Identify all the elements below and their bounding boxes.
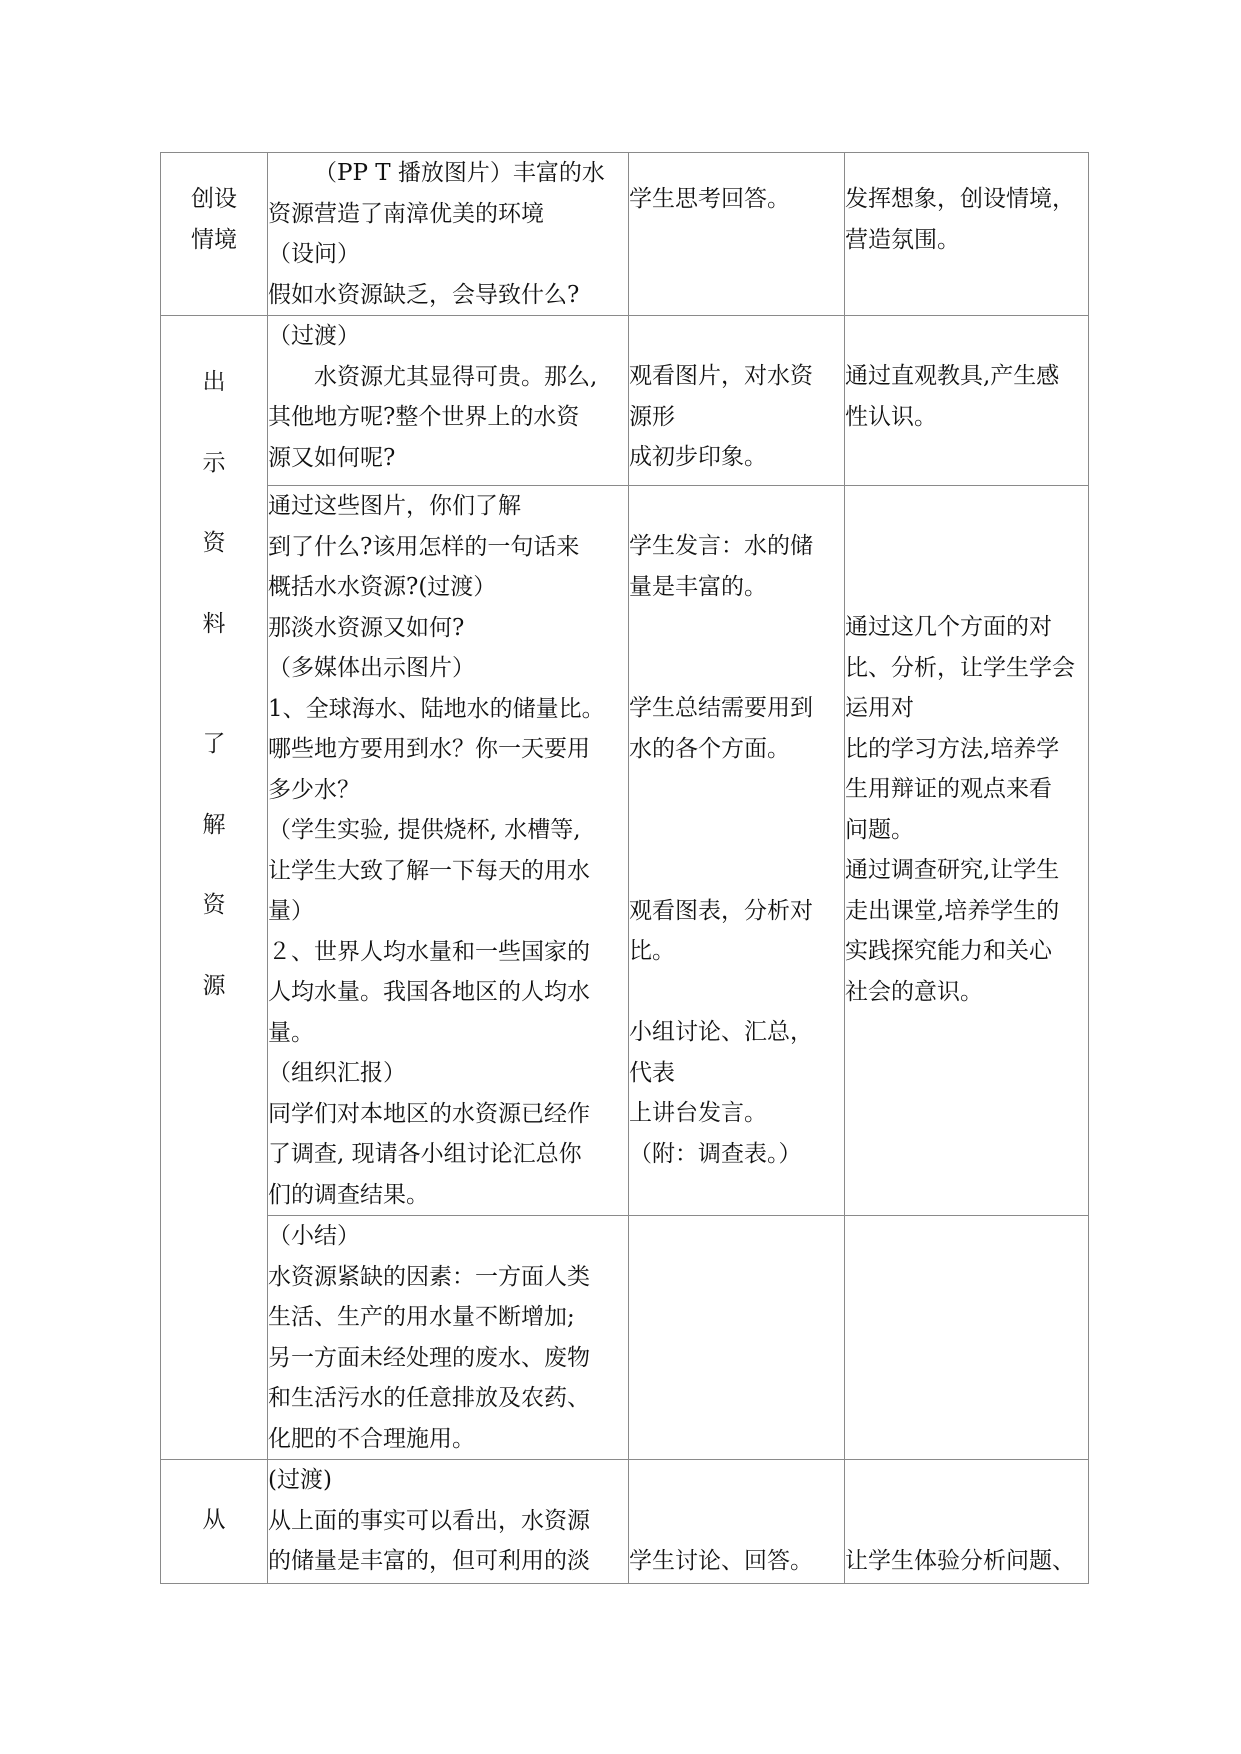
stage-label: 创设 [191, 186, 237, 212]
text-line: 让学生大致了解一下每天的用水 [268, 857, 590, 884]
text-line: 比。 [629, 938, 675, 964]
text-line: 量。 [268, 1019, 314, 1046]
spacer [629, 648, 844, 689]
text-line: （设问） [268, 241, 360, 267]
text-line: （过渡） [268, 323, 360, 349]
student-activity-cell [629, 1216, 845, 1460]
stage-label: 源 [202, 972, 226, 999]
text-line: 1、全球海水、陆地水的储量比。 [268, 695, 605, 722]
text-line: （组织汇报） [268, 1060, 406, 1086]
spacer [629, 850, 844, 891]
teacher-activity-cell [268, 486, 629, 1216]
text-line: 们的调查结果。 [268, 1181, 429, 1208]
text-line: 源形 [629, 403, 675, 430]
text-line: （学生实验, 提供烧杯, 水槽等, [268, 817, 581, 843]
text-line: 生用辩证的观点来看 [845, 776, 1052, 802]
text-line: （附：调查表。） [629, 1140, 802, 1167]
stage-cell [161, 153, 268, 316]
stage-cell [161, 1460, 268, 1584]
spacer [629, 810, 844, 851]
text-line: 观看图片，对水资 [629, 363, 813, 389]
text-line: 学生发言：水的储 [629, 533, 813, 559]
text-line: 水资源紧缺的因素：一方面人类 [268, 1263, 590, 1290]
spacer [629, 607, 844, 648]
text-line: 了调查, 现请各小组讨论汇总你 [268, 1141, 582, 1167]
text-line: 学生思考回答。 [629, 186, 790, 212]
stage-label: 情境 [191, 226, 237, 253]
text-line: ２、世界人均水量和一些国家的 [268, 938, 590, 965]
stage-cell [161, 316, 268, 1460]
text-line: 同学们对本地区的水资源已经作 [268, 1100, 590, 1127]
text-line: 的储量是丰富的，但可利用的淡 [268, 1548, 590, 1574]
text-line: 观看图表，分析对 [629, 897, 813, 924]
stage-label: 从 [202, 1507, 226, 1533]
text-line: 代表 [629, 1059, 675, 1086]
table-row [161, 1460, 1089, 1584]
text-line: 走出课堂,培养学生的 [845, 897, 1060, 924]
design-intent-cell [845, 316, 1089, 486]
design-intent-cell [845, 153, 1089, 316]
spacer [629, 972, 844, 1013]
text-line: 从上面的事实可以看出，水资源 [268, 1507, 590, 1534]
text-line: 比、分析，让学生学会 [845, 654, 1075, 681]
text-line: 通过这些图片，你们了解 [268, 493, 521, 519]
text-line: 运用对 [845, 695, 914, 721]
student-activity-cell [629, 153, 845, 316]
text-line: 假如水资源缺乏，会导致什么? [268, 281, 580, 308]
spacer [629, 769, 844, 810]
stage-label: 资 [202, 530, 226, 556]
text-line: 通过这几个方面的对 [845, 614, 1052, 640]
stage-label: 了 [202, 731, 226, 757]
text-line: 概括水水资源?(过渡） [268, 574, 497, 600]
lesson-plan-table [160, 152, 1089, 1584]
text-line: （多媒体出示图片） [268, 655, 475, 681]
table-row [161, 153, 1089, 316]
text-line: 源又如何呢? [268, 444, 396, 471]
text-line: 人均水量。我国各地区的人均水 [268, 979, 590, 1005]
text-line: （小结） [268, 1223, 360, 1249]
teacher-activity-cell [268, 316, 629, 486]
text-line: 和生活污水的任意排放及农药、 [268, 1385, 590, 1411]
teacher-activity-cell [268, 1216, 629, 1460]
table-row [161, 1216, 1089, 1460]
text-line: 性认识。 [845, 403, 937, 430]
text-line: 营造氛围。 [845, 226, 960, 253]
stage-label: 出 [202, 369, 226, 395]
student-activity-cell [629, 316, 845, 486]
text-line: 通过调查研究,让学生 [845, 857, 1060, 883]
text-line: 问题。 [845, 816, 914, 843]
table-row [161, 486, 1089, 1216]
text-line: 另一方面未经处理的废水、废物 [268, 1344, 590, 1371]
stage-label: 示 [202, 449, 226, 476]
text-line: 其他地方呢?整个世界上的水资 [268, 404, 580, 430]
stage-label: 料 [202, 610, 226, 637]
stage-label: 资 [202, 892, 226, 918]
teacher-activity-cell [268, 153, 629, 316]
text-line: 学生总结需要用到 [629, 695, 813, 721]
text-line: 学生讨论、回答。 [629, 1548, 813, 1574]
text-line: 让学生体验分析问题、 [845, 1548, 1075, 1574]
table-row [161, 316, 1089, 486]
text-line: 上讲台发言。 [629, 1100, 767, 1126]
text-line: 量是丰富的。 [629, 573, 767, 600]
text-line: 水的各个方面。 [629, 735, 790, 762]
stage-label: 解 [202, 811, 226, 838]
student-activity-cell [629, 486, 845, 1216]
text-line: 哪些地方要用到水？你一天要用 [268, 736, 590, 762]
design-intent-cell [845, 486, 1089, 1216]
design-intent-cell [845, 1216, 1089, 1460]
teacher-activity-cell [268, 1460, 629, 1584]
text-line: 那淡水资源又如何? [268, 614, 465, 641]
text-line: （PP T 播放图片）丰富的水 [314, 160, 605, 186]
design-intent-cell [845, 1460, 1089, 1584]
text-line: 实践探究能力和关心 [845, 938, 1052, 964]
text-line: 生活、生产的用水量不断增加; [268, 1304, 575, 1330]
text-line: 小组讨论、汇总， [629, 1019, 813, 1045]
text-line: 化肥的不合理施用。 [268, 1425, 475, 1452]
student-activity-cell [629, 1460, 845, 1584]
text-line: 到了什么?该用怎样的一句话来 [268, 533, 580, 560]
text-line: 通过直观教具,产生感 [845, 363, 1060, 389]
text-line: (过渡) [268, 1467, 332, 1493]
text-line: 比的学习方法,培养学 [845, 735, 1060, 762]
text-line: 资源营造了南漳优美的环境 [268, 200, 544, 227]
text-line: 多少水？ [268, 776, 360, 803]
text-line: 量） [268, 898, 314, 924]
text-line: 发挥想象，创设情境， [845, 186, 1075, 212]
text-line: 社会的意识。 [845, 978, 983, 1005]
text-line: 水资源尤其显得可贵。那么, [314, 363, 598, 390]
text-line: 成初步印象。 [629, 444, 767, 470]
